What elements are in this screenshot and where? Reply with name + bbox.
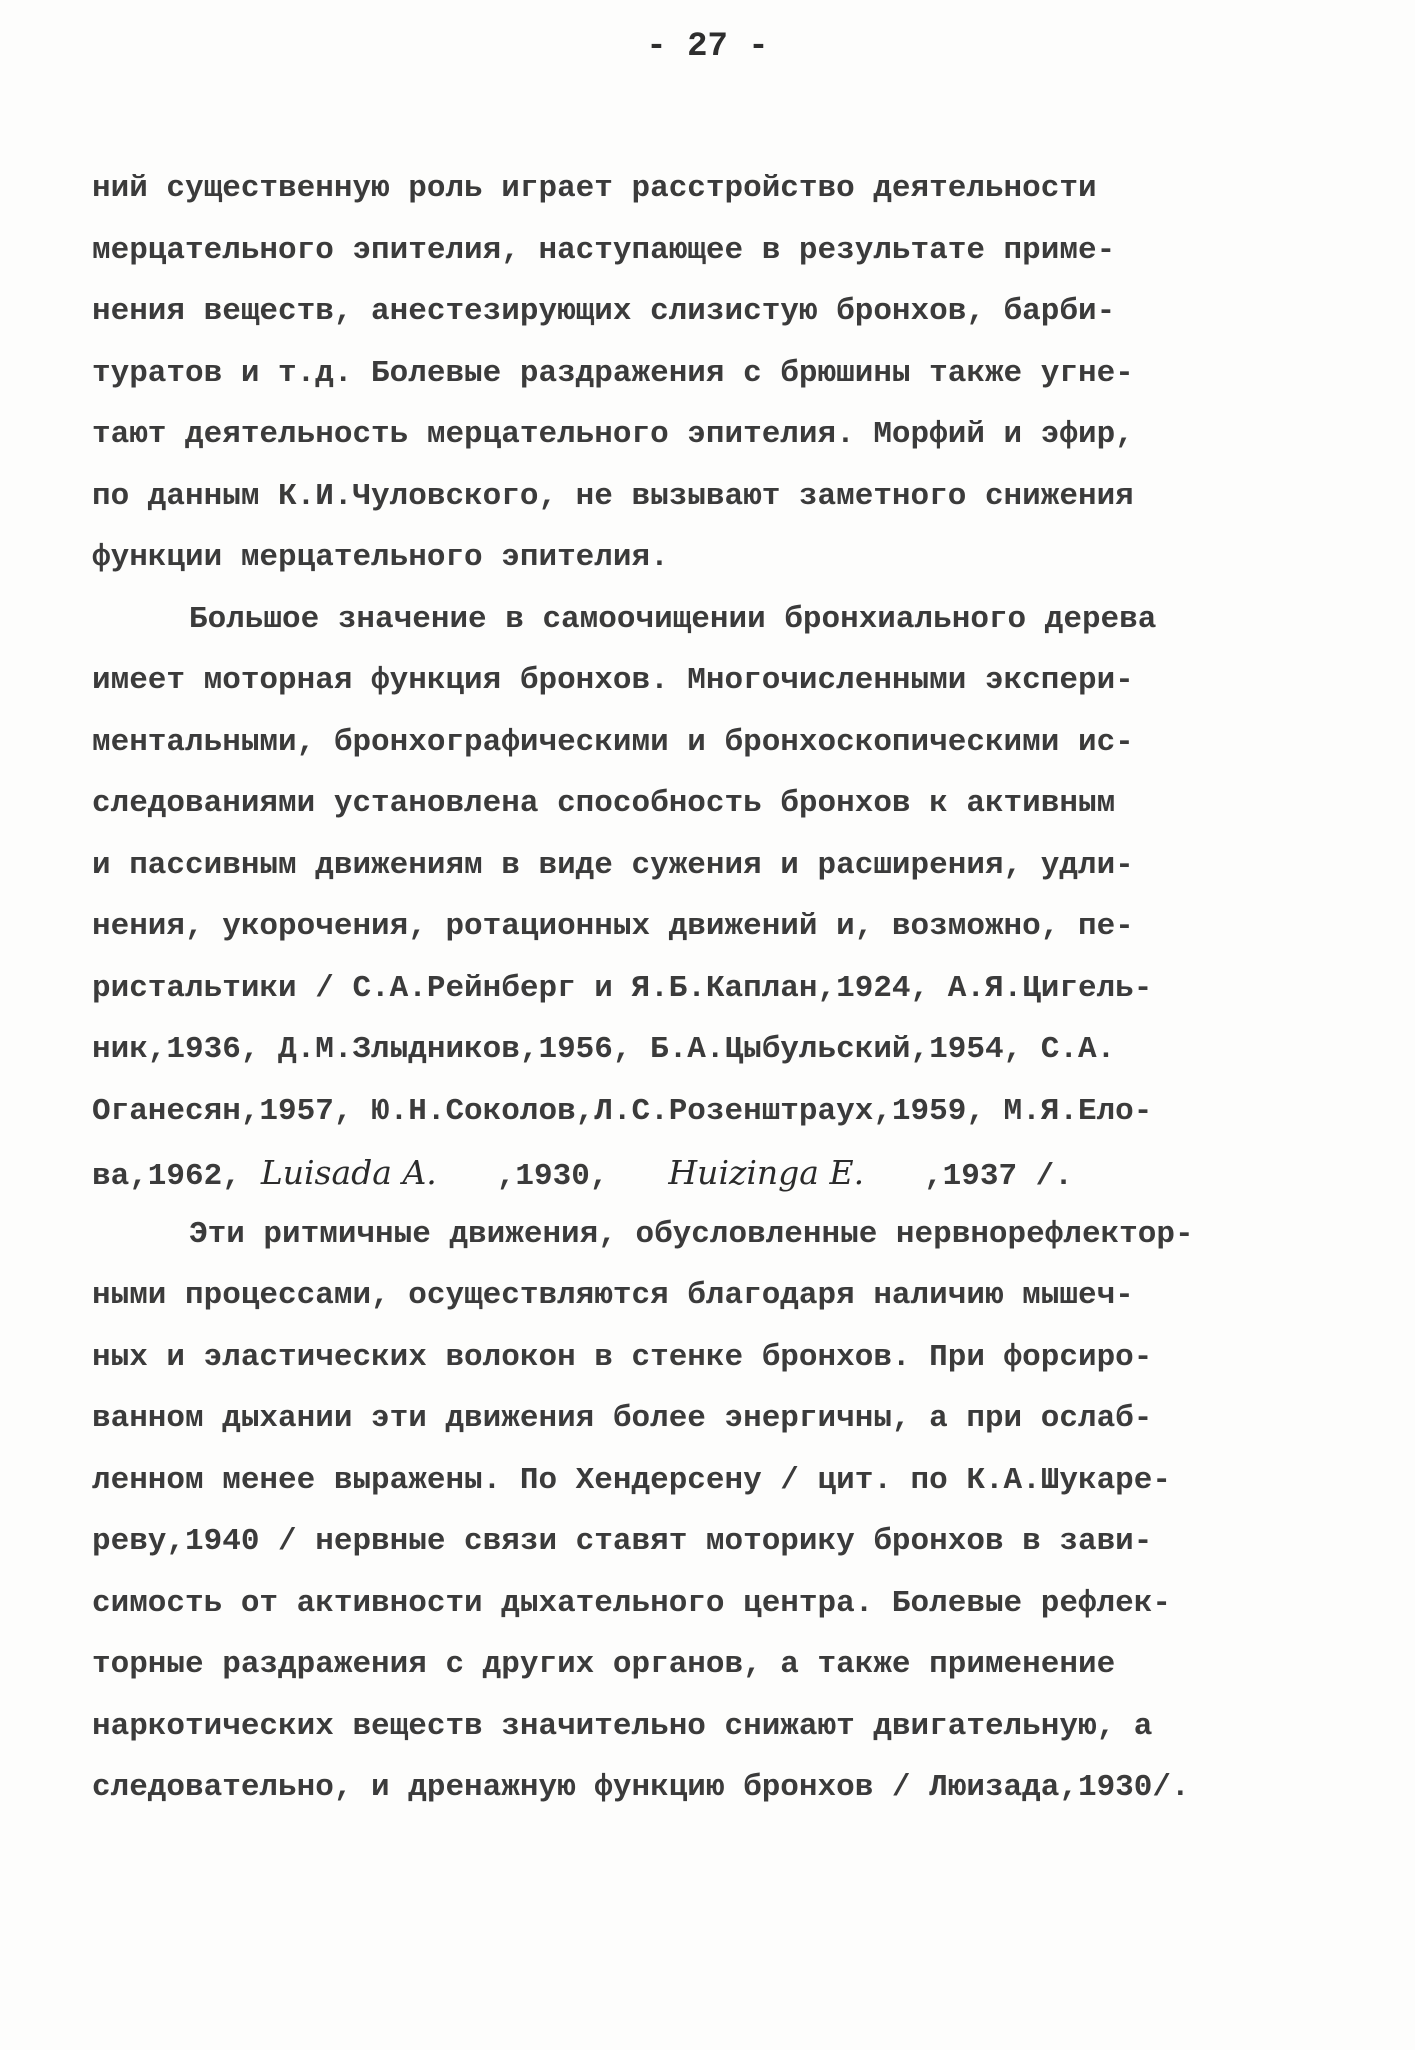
page-number: - 27 - (646, 28, 769, 66)
text-line: мерцательного эпителия, наступающее в результате приме- (92, 232, 1116, 268)
citation-end: ,1937 /. (924, 1159, 1073, 1194)
text-line: следованиями установлена способность бронхов к активным (92, 786, 1116, 821)
text-line: тают деятельность мерцательного эпителия. Морфий и эфир, (92, 417, 1134, 452)
text-line: ментальными, бронхографическими и бронхоскопическими ис- (92, 724, 1134, 760)
body-text (92, 158, 1342, 1819)
paragraph-start-line: Большое значение в самоочищении бронхиального дерева (189, 601, 1157, 637)
text-line: функции мерцательного эпителия. (92, 540, 669, 575)
text-line: по данным К.И.Чуловского, не вызывают заметного снижения (92, 478, 1134, 514)
text-line: ристальтики / С.А.Рейнберг и Я.Б.Каплан,1924, А.Я.Цигель- (92, 970, 1153, 1006)
text-line: наркотических веществ значительно снижают двигательную, а (92, 1708, 1153, 1744)
citation-year-1930: ,1930, (496, 1159, 609, 1194)
text-line: симость от активности дыхательного центра. Болевые рефлек- (92, 1585, 1171, 1621)
text-line: ными процессами, осуществляются благодаря наличию мышеч- (92, 1278, 1134, 1313)
text-line: ванном дыхании эти движения более энергичны, а при ослаб- (92, 1401, 1153, 1436)
citation-line (92, 1142, 1342, 1204)
text-line: реву,1940 / нервные связи ставят моторику бронхов в зави- (92, 1524, 1153, 1559)
text-line: ных и эластических волокон в стенке бронхов. При форсиро- (92, 1339, 1153, 1375)
text-line: следовательно, и дренажную функцию бронхов / Люизада,1930/. (92, 1770, 1190, 1805)
text-line: туратов и т.д. Болевые раздражения с брюшины также угне- (92, 355, 1134, 391)
paragraph-start-line: Эти ритмичные движения, обусловленные нервнорефлектор- (189, 1216, 1194, 1252)
text-line: ник,1936, Д.М.Злыдников,1956, Б.А.Цыбульский,1954, С.А. (92, 1032, 1116, 1067)
text-line: ний существенную роль играет расстройство деятельности (92, 171, 1097, 206)
text-line: нения, укорочения, ротационных движений и, возможно, пе- (92, 909, 1134, 944)
text-line: и пассивным движениям в виде сужения и расширения, удли- (92, 847, 1134, 883)
text-line: нения веществ, анестезирующих слизистую бронхов, барби- (92, 294, 1116, 329)
text-line: ленном менее выражены. По Хендерсену / цит. по К.А.Шукаре- (92, 1462, 1171, 1498)
handwritten-author-luisada: Luisada A. (260, 1153, 437, 1192)
text-line: торные раздражения с других органов, а также применение (92, 1647, 1116, 1682)
text-line: Оганесян,1957, Ю.Н.Соколов,Л.С.Розенштраух,1959, М.Я.Ело- (92, 1093, 1153, 1129)
handwritten-author-huizinga: Huizinga E. (668, 1153, 865, 1192)
text-line: имеет моторная функция бронхов. Многочисленными экспери- (92, 663, 1134, 698)
citation-start: ва,1962, (92, 1159, 241, 1194)
